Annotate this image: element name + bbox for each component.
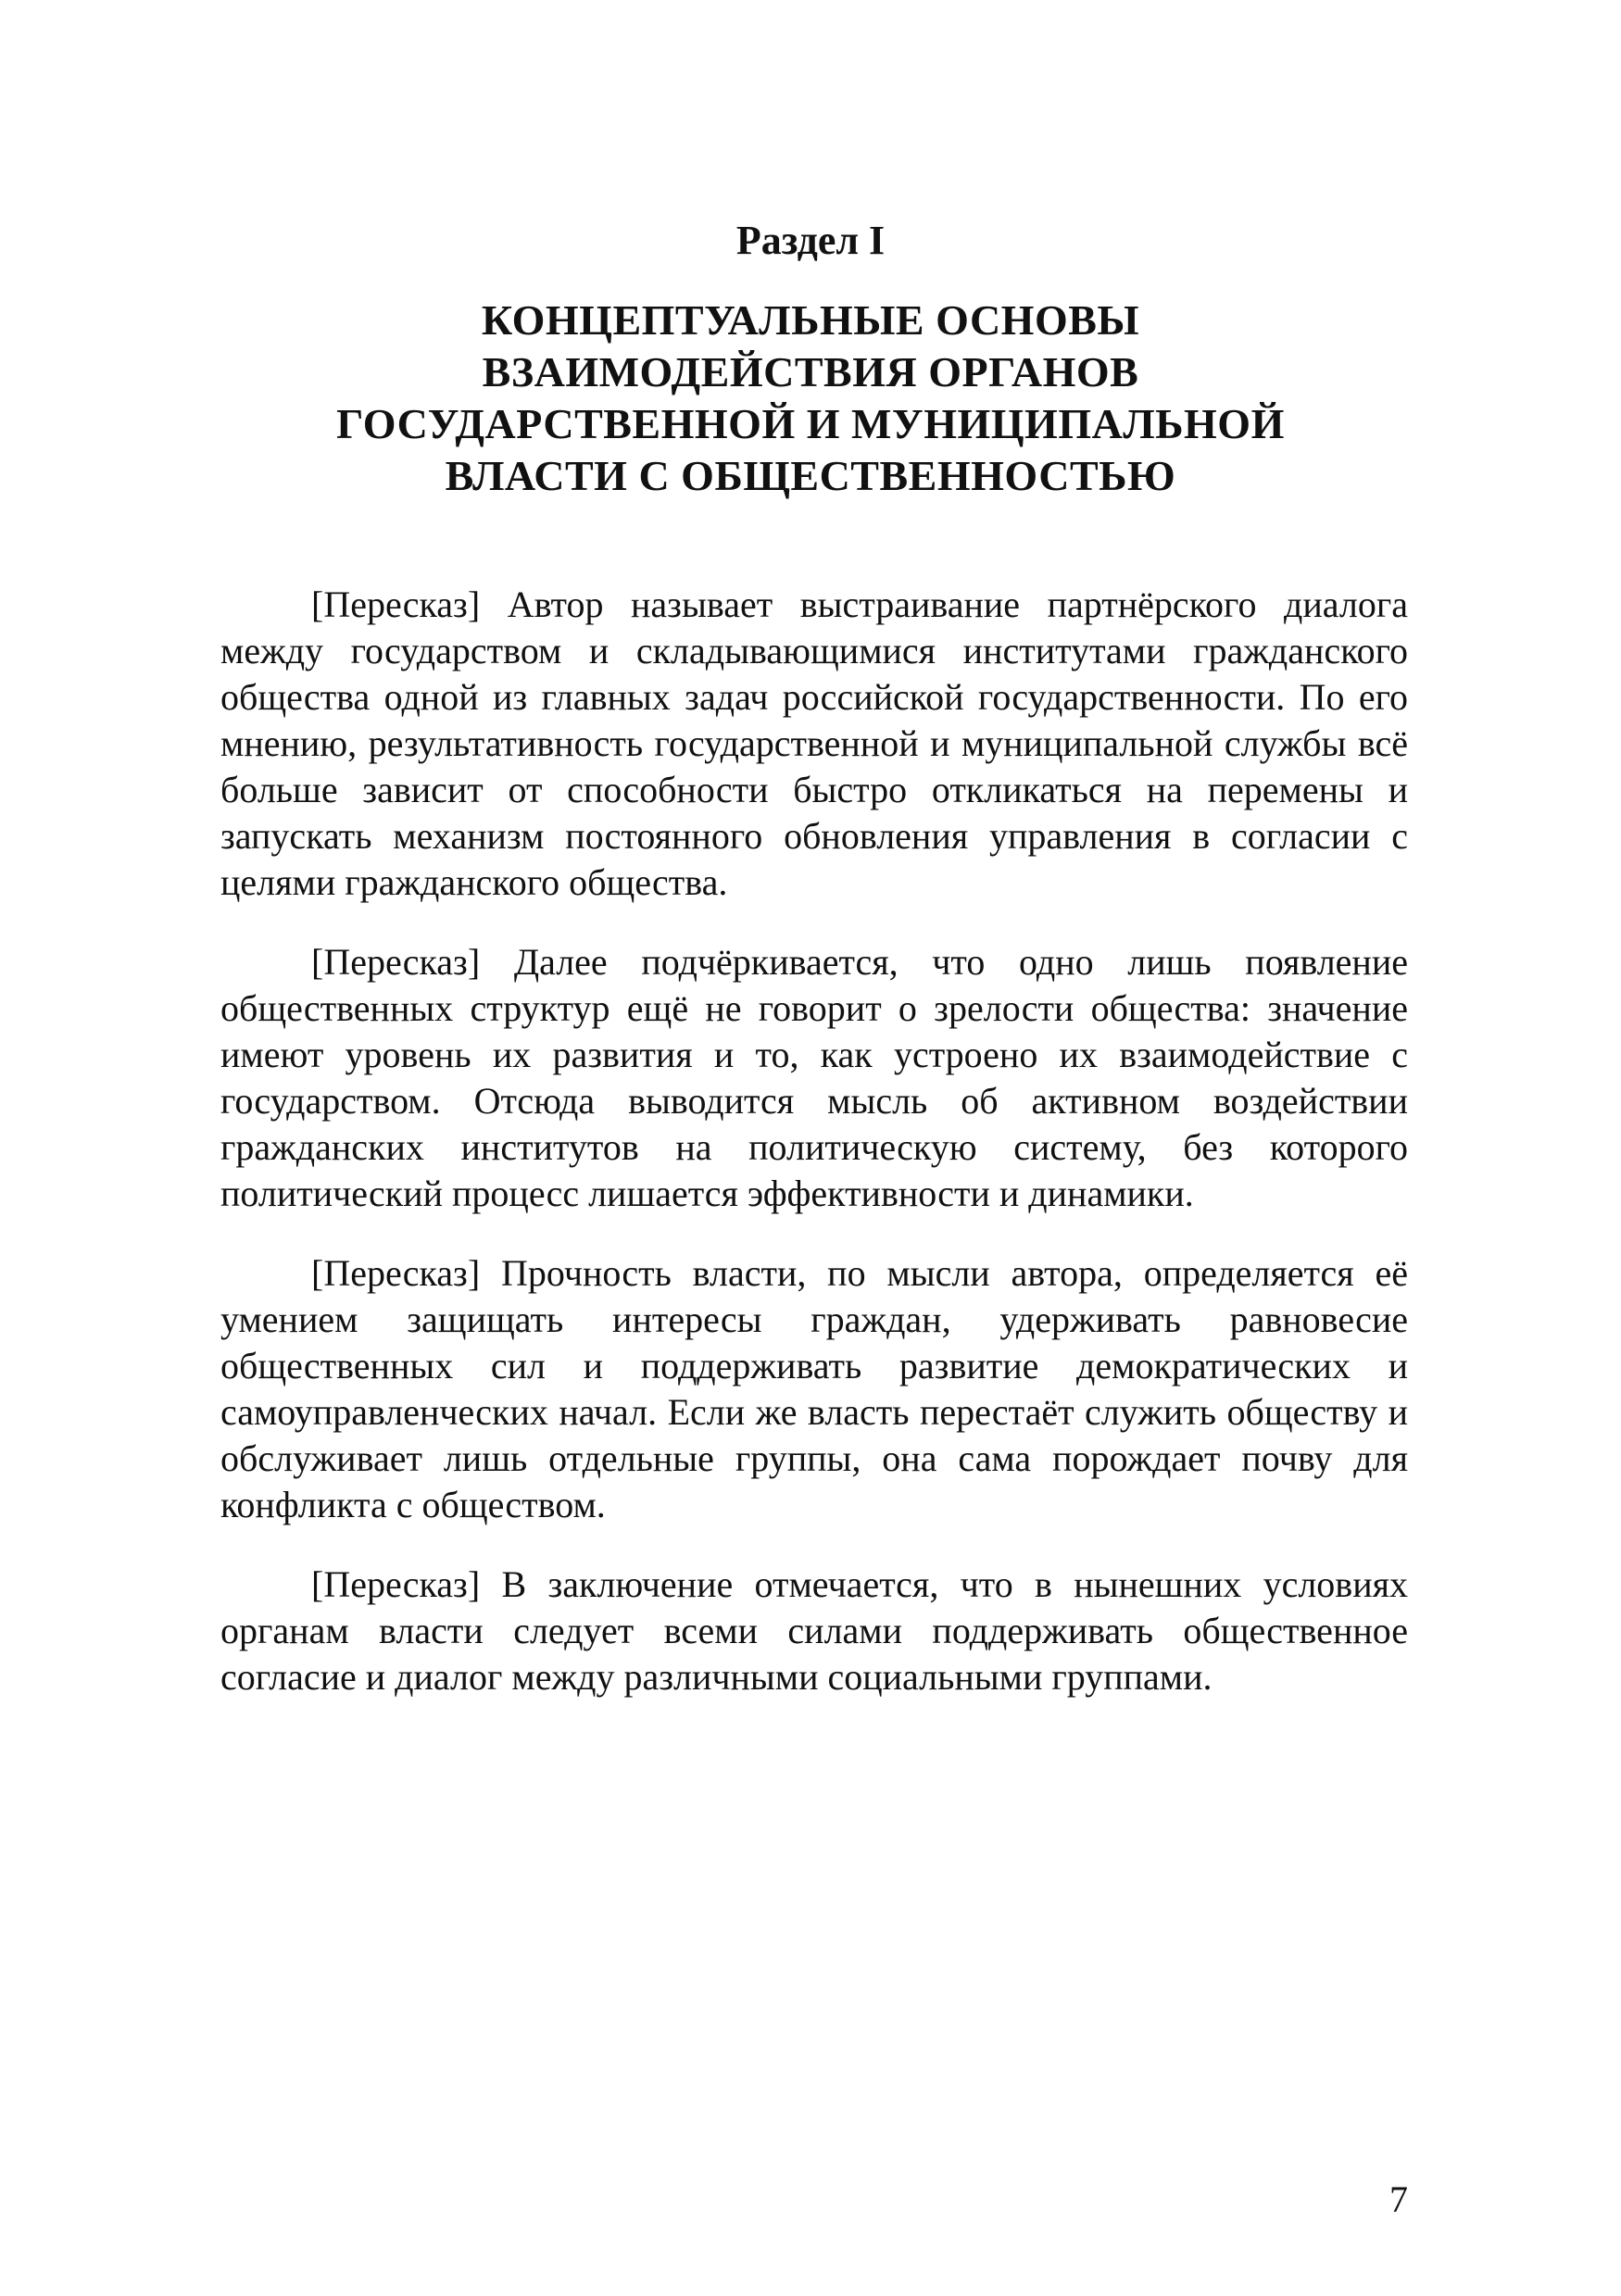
body-text	[220, 582, 1408, 1734]
paragraph: [Пересказ] В заключение отмечается, что в нынешних условиях органам власти следует всеми силами поддерживать общественное согласие и диалог между различными социальными группами.	[220, 1563, 1408, 1698]
paragraph: [Пересказ] Автор называет выстраивание партнёрского диалога между государством и складывающимися институтами гражданского общества одной из главных задач российской государственности. По его мнению, результативность государственной и муниципальной службы всё больше зависит от способности быстро откликаться на перемены и запускать механизм постоянного обновления управления в согласии с целями гражданского общества.	[220, 583, 1408, 903]
paragraph: [Пересказ] Прочность власти, по мысли автора, определяется её умением защищать интересы граждан, удерживать равновесие общественных сил и поддерживать развитие демократических и самоуправленческих начал. Если же власть перестаёт служить обществу и обслуживает лишь отдельные группы, она сама порождает почву для конфликта с обществом.	[220, 1252, 1408, 1525]
chapter-title-line: КОНЦЕПТУАЛЬНЫЕ ОСНОВЫ	[481, 296, 1140, 344]
chapter-title	[222, 295, 1399, 502]
paragraph: [Пересказ] Далее подчёркивается, что одно лишь появление общественных структур ещё не говорит о зрелости общества: значение имеют уровень их развития и то, как устроено их взаимодействие с государством. Отсюда выводится мысль об активном воздействии гражданских институтов на политическую систему, без которого политический процесс лишается эффективности и динамики.	[220, 941, 1408, 1214]
section-label: Раздел I	[735, 218, 886, 263]
chapter-title-line: ГОСУДАРСТВЕННОЙ И МУНИЦИПАЛЬНОЙ	[336, 400, 1285, 447]
chapter-title-line: ВЛАСТИ С ОБЩЕСТВЕННОСТЬЮ	[445, 452, 1176, 499]
chapter-title-line: ВЗАИМОДЕЙСТВИЯ ОРГАНОВ	[482, 348, 1139, 395]
page-number: 7	[1389, 2178, 1408, 2220]
